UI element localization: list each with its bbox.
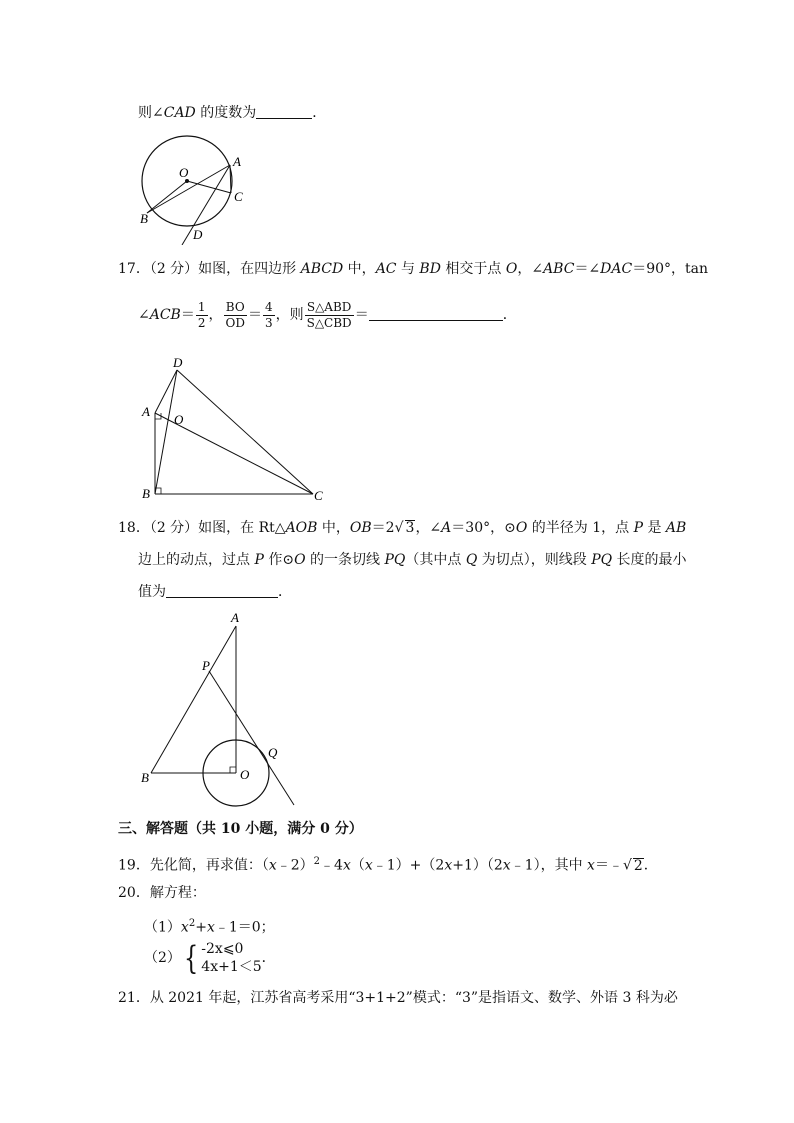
right-angle-o [230, 767, 236, 773]
section-heading: 三、解答题（共 10 小题，满分 0 分） [118, 821, 363, 837]
q20-part2: （2）{ -2x⩽0 4x+1＜5 ． [144, 939, 276, 977]
label-p: P [202, 658, 210, 673]
line-oc [187, 181, 231, 193]
q16-line: 则∠CAD 的度数为 ． [138, 105, 327, 121]
label-b: B [142, 486, 150, 501]
label-a: A [142, 404, 150, 419]
fraction-bo-od: $\frac{BO}{OD}$ [225, 299, 245, 330]
fraction-ratio: $\frac{4}{3}$ [264, 299, 273, 330]
line-ab [151, 626, 236, 773]
q16-figure [135, 135, 255, 245]
label-a: A [233, 154, 241, 169]
answer-blank [256, 104, 312, 119]
q21-line: 21．从 2021 年起，江苏省高考采用“3+1+2”模式：“3”是指语文、数学、外语 3 科为必 [118, 990, 678, 1006]
label-c: C [314, 488, 323, 503]
line-dc [177, 370, 313, 494]
line-db [155, 370, 177, 494]
label-b: B [141, 770, 149, 785]
brace-symbol: { [183, 939, 199, 977]
label-c: C [234, 189, 243, 204]
q20-part1: $(1)x^2+x﹣1=0$； [144, 918, 275, 936]
inequality-system: -2x⩽0 4x+1＜5 [201, 941, 262, 975]
label-o: O [179, 165, 189, 180]
line-ad [182, 165, 230, 245]
label-q: Q [268, 745, 278, 760]
label-d: D [193, 227, 203, 242]
label-a: A [231, 610, 239, 625]
label-o: O [174, 412, 184, 427]
label-d: D [173, 355, 183, 370]
line-ad [155, 370, 177, 413]
label-b: B [140, 211, 148, 226]
q18-line2: 边上的动点，过点 P 作⊙O 的一条切线 PQ（其中点 Q 为切点），则线段 PQ 长度的最小 [138, 552, 687, 568]
line-ob [147, 181, 187, 213]
line-pq [209, 671, 294, 805]
q19-line: 19．先化简，再求值：（x﹣2）$^2$﹣4x（x﹣1）+（2x+1）（2x﹣1），其中 x＝﹣√ 2． [118, 856, 658, 874]
q18-line3: 值为 ． [138, 584, 292, 600]
q17-line1: 17．（2 分）如图，在四边形 ABCD 中，AC 与 BD 相交于点 O，∠ABC＝∠DAC＝90°，tan [118, 261, 709, 277]
answer-blank [166, 583, 278, 598]
q18-line1: 18．（2 分）如图，在 Rt△AOB 中，OB＝2√ 3，∠A＝30°，⊙O 的半径为 1，点 P 是 AB [118, 520, 687, 536]
fraction-tan: $\frac{1}{2}$ [197, 299, 206, 330]
q17-figure [138, 355, 338, 505]
q17-line2: ∠ACB＝ $\frac{1}{2}$ ， $\frac{BO}{OD}$ ＝ $\frac{4}{3}$ ，则 $\frac{\text{S△ABD}}{\text{S△CBD}}$ ＝ ． [138, 299, 517, 330]
label-o: O [240, 767, 250, 782]
q18-figure [136, 608, 316, 808]
q20-title: 20．解方程： [118, 885, 206, 901]
fraction-area: $\frac{\text{S△ABD}}{\text{S△CBD}}$ [306, 299, 352, 330]
answer-blank [369, 306, 503, 321]
